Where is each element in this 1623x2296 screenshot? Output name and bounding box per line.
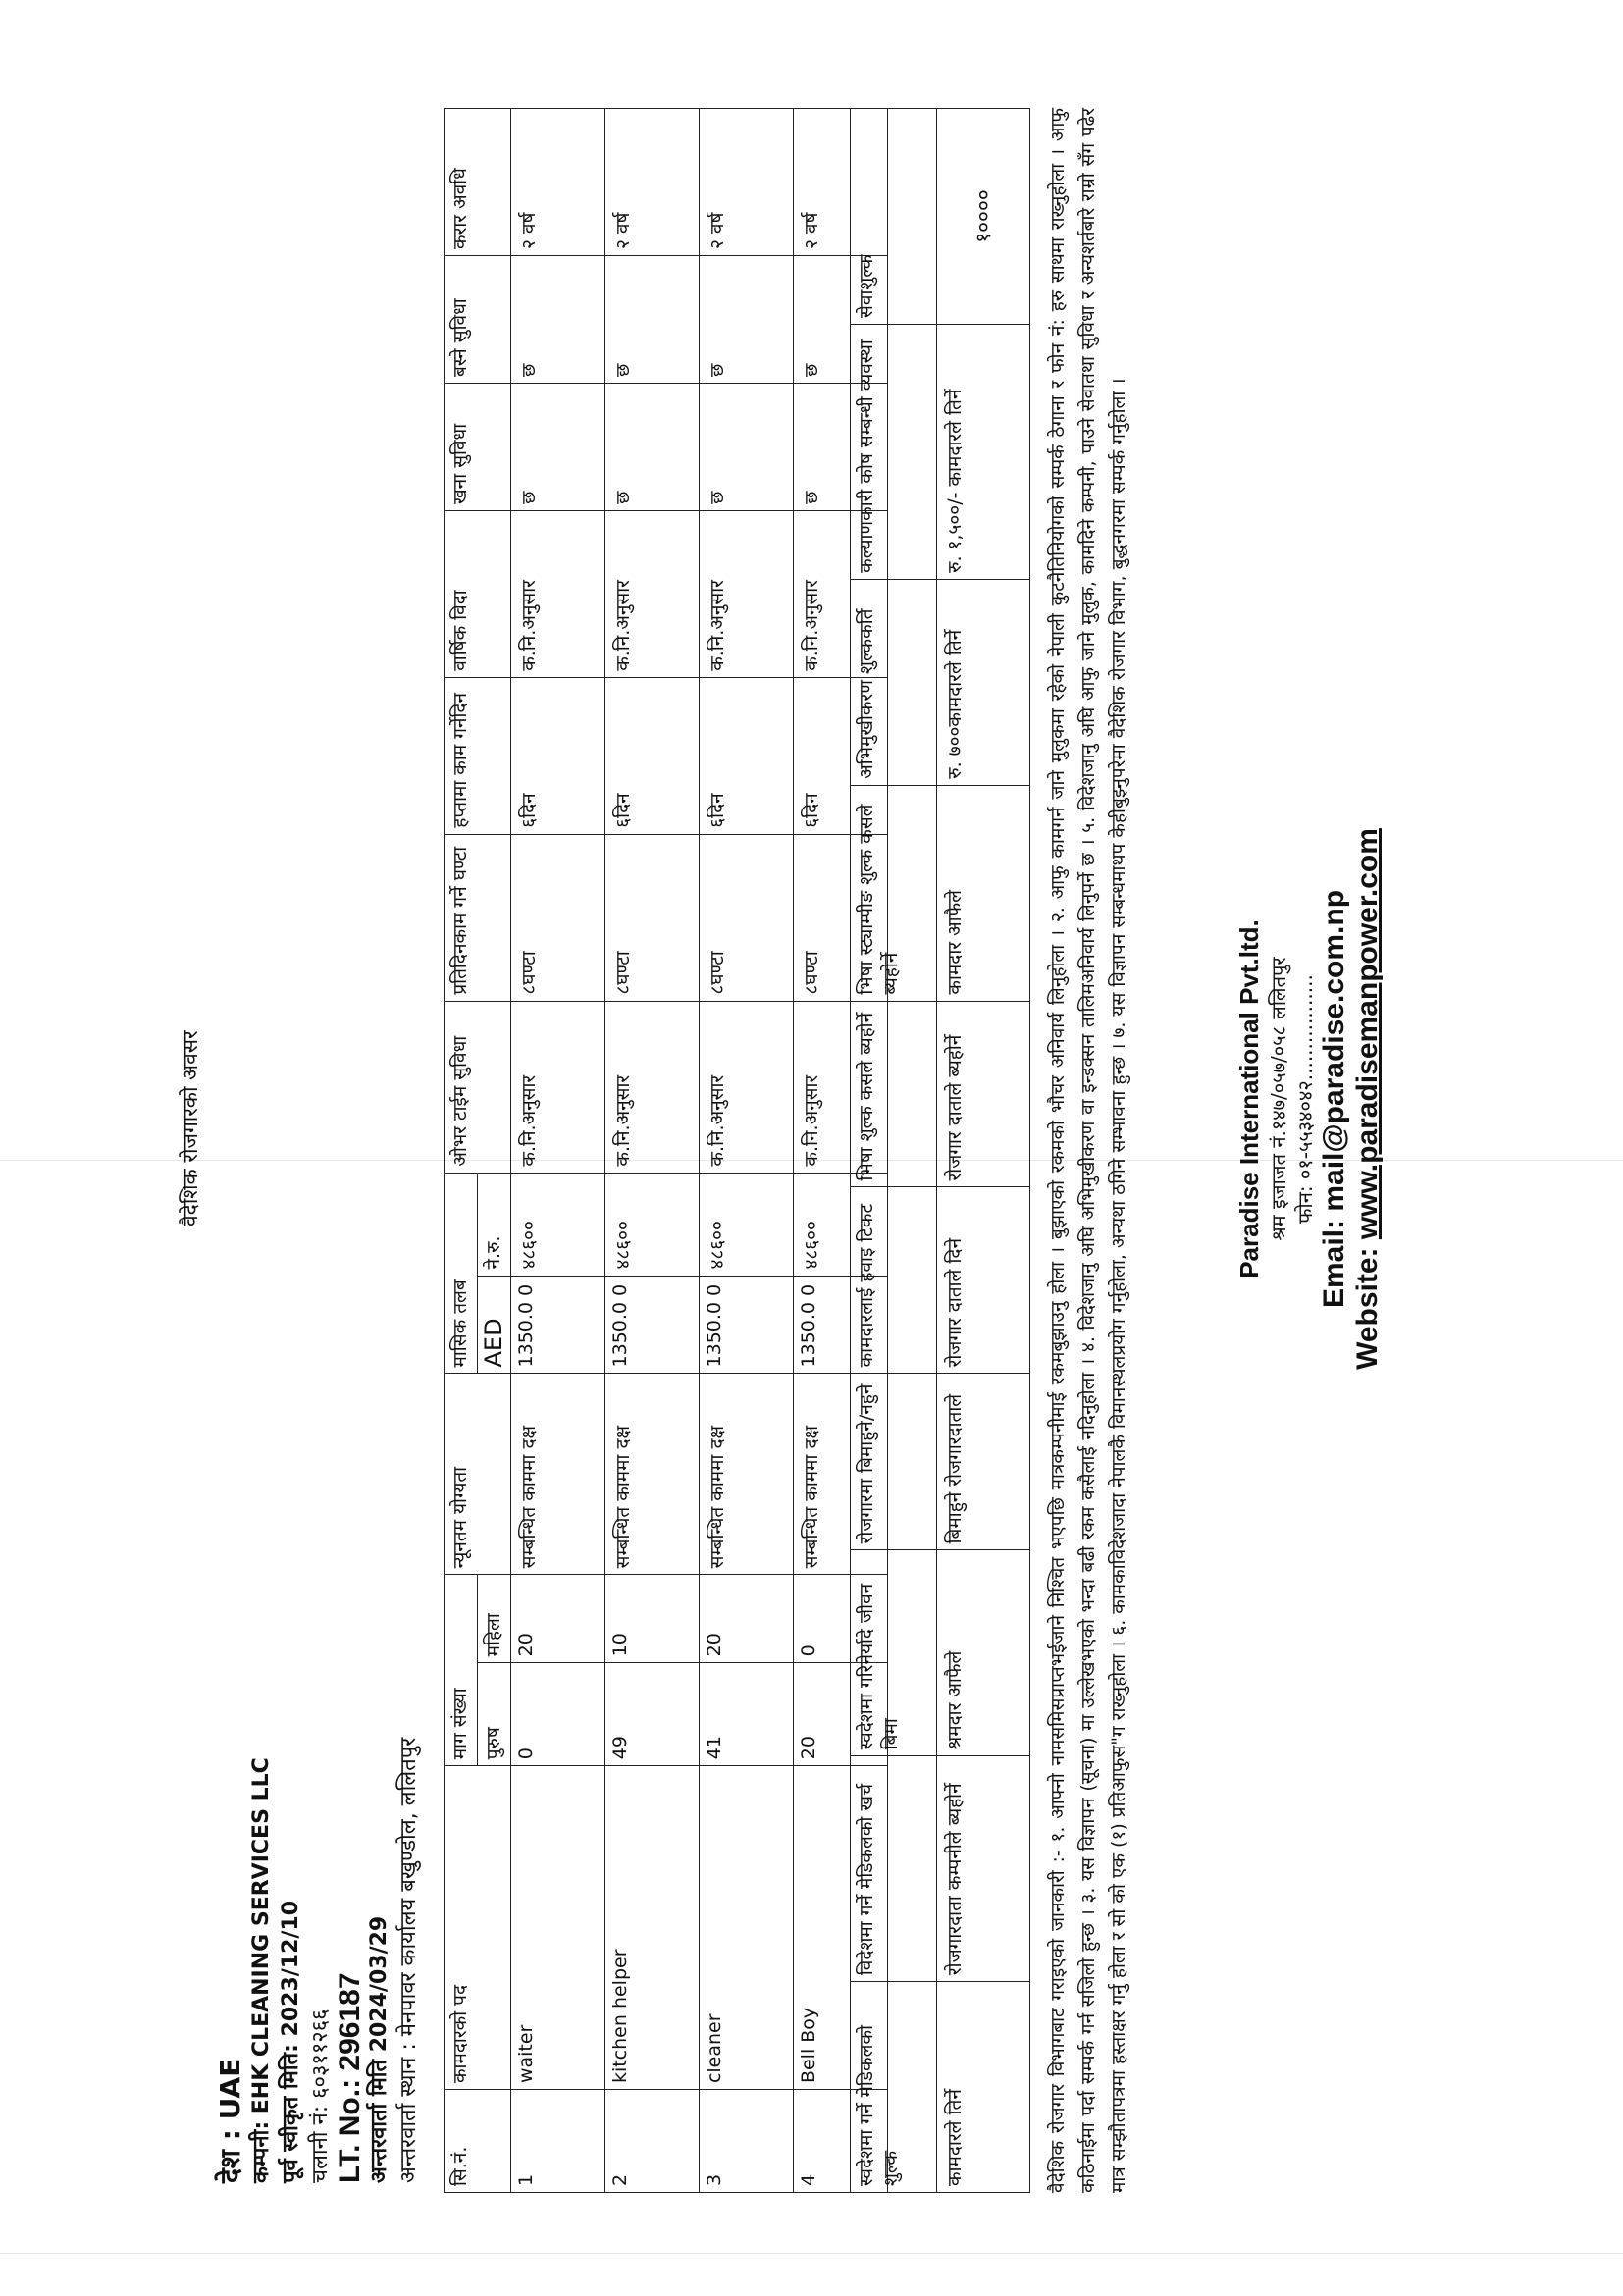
cell-position: Bell Boy [794,1766,888,2090]
rotated-document-page [0,39,1623,2296]
company-email: Email: mail@paradise.com.np [1318,889,1350,1309]
table-row [511,109,605,2193]
cell-accommodation: छ [511,256,605,384]
cost-header-visa-fee: भिषा शुल्क कसले ब्यहोर्ने [851,1001,937,1187]
cell-accommodation: छ [605,256,700,384]
cell-position: kitchen helper [605,1766,700,2090]
cell-aed: 1350.0 0 [605,1276,700,1374]
job-details-table [444,108,888,2193]
document-title: वैदेशिक रोजगारको अवसर [179,1030,202,1226]
cost-details-table [850,108,1030,2193]
col-daily-hours: प्रतिदिनकाम गर्ने घण्टा [445,834,511,1001]
cell-npr: ४८६०० [605,1173,700,1276]
company-name: Paradise International Pvt.ltd. [1234,919,1264,1278]
cell-npr: ४८६०० [794,1173,888,1276]
cell-overtime: क.नि.अनुसार [794,1001,888,1173]
cell-days: ६दिन [794,677,888,834]
col-aed: AED [478,1276,511,1374]
cost-value-row [937,109,1030,2193]
cell-aed: 1350.0 0 [511,1276,605,1374]
cell-female: 20 [700,1575,794,1663]
cost-header-foreign-medical: विदेशमा गर्ने मेडिकलको खर्च [851,1756,937,1982]
cost-header-welfare-fund: कल्याणकारी कोष सम्बन्धी व्यवस्था [851,324,937,579]
cost-header-visa-stamping: भिषा स्ट्याम्पीङ शुल्क कसले ब्यहोर्ने [851,785,937,1001]
cell-npr: ४८६०० [511,1173,605,1276]
interview-place: अन्तरवार्ता स्थान : मेनपावर कार्यालय बखुण्डोल, ललितपुर [396,1737,421,2183]
cell-contract: २ वर्ष [605,109,700,256]
cell-days: ६दिन [511,677,605,834]
cell-leave: क.नि.अनुसार [794,510,888,677]
cell-male: 20 [794,1663,888,1766]
col-food: खना सुविधा [445,383,511,510]
col-male: पुरुष [478,1663,511,1766]
company-line: कम्पनी: EHK CLEANING SERVICES LLC [249,1757,274,2183]
cell-hours: ८घण्टा [511,834,605,1001]
cell-sn: 4 [794,2090,888,2193]
cell-position: waiter [511,1766,605,2090]
cell-female: 0 [794,1575,888,1663]
col-qualification: न्यूनतम योग्यता [445,1374,511,1575]
col-npr: ने.रु. [478,1173,511,1276]
cost-value-home-medical: कामदारले तिर्ने [937,1982,1030,2193]
cell-hours: ८घण्टा [700,834,794,1001]
cell-qualification: सम्बन्धित काममा दक्ष [511,1374,605,1575]
cell-qualification: सम्बन्धित काममा दक्ष [794,1374,888,1575]
cost-header-row [851,109,937,2193]
cost-value-welfare-fund: रु. १,५००/- कामदारले तिर्ने [937,324,1030,579]
cell-position: cleaner [700,1766,794,2090]
cell-female: 10 [605,1575,700,1663]
cell-sn: 2 [605,2090,700,2193]
col-salary: मासिक तलब [445,1173,478,1374]
cell-leave: क.नि.अनुसार [700,510,794,677]
table-row [700,109,794,2193]
company-contact-block [1234,726,1385,1472]
license-number: श्रम इजाजत नं.१४७/०५७/०५८ ललितपुर [1267,957,1290,1241]
interview-date: अन्तरवार्ता मिति 2024/03/29 [367,1915,392,2183]
cell-contract: २ वर्ष [511,109,605,256]
cost-value-visa-fee: रोजगार दाताले ब्यहोर्ने [937,1001,1030,1187]
cell-overtime: क.नि.अनुसार [511,1001,605,1173]
lt-number: LT. No.: 296187 [334,1972,366,2183]
pre-approval-date: पूर्व स्वीकृत मिति: 2023/12/10 [279,1900,303,2183]
cell-male: 41 [700,1663,794,1766]
cost-header-home-medical: स्वदेशमा गर्ने मेडिकलको शुल्क [851,1982,937,2193]
cell-days: ६दिन [605,677,700,834]
cost-value-visa-stamping: कामदार आफैले [937,785,1030,1001]
cell-contract: २ वर्ष [700,109,794,256]
col-overtime: ओभर टाईम सुविधा [445,1001,511,1173]
cell-qualification: सम्बन्धित काममा दक्ष [700,1374,794,1575]
company-website [1351,726,1385,1472]
cost-header-orientation-fee: अभिमुखीकरण शुल्ककर्ति [851,579,937,785]
cell-qualification: सम्बन्धित काममा दक्ष [605,1374,700,1575]
cell-food: छ [511,383,605,510]
department-notes: वैदेशिक रोजगार विभागबाट गराइएको जानकारी :- १. आफ्नो नामसमिसप्राप्तभईजाने निश्चित भएपछि मात्रकम्पनीमाई रकमबुझाउनु होला । बुझाएको रकमको भौचर अनिवार्य लिनुहोला । २. आफु कामगर्न जाने मुलुकमा रहेको नेपाली कुटनैतिनियोगको सम्पर्क ठेगाना र फोन नं: हरु साथमा राख्नुहोला । आफु कठिनाईमा पर्दा सम्पर्क गर्न सजिलो हुन्छ । ३. यस विज्ञापन (सूचना) मा उल्लेखभएको भन्दा बढी रकम कसैलाई नदिनुहोला । ४. विदेशजानु अघि अभिमुखीकरण वा इन्डक्सन तालिमअनिवार्य लिनुपर्ने छ । ५. विदेशजानु अघि आफु जाने मुलुक, कामदिने कम्पनी, पाउने सेवातथा सुविधा र अन्यशर्तबारे राम्रो सँग पढेर मात्र सम्झौतापत्रमा हस्ताक्षर गर्नु होला र सो को एक (१) प्रतिआफुस"ग राख्नुहोला । ६. कामकाविदेशजादा नेपालकै विमानस्थलप्रयोग गर्नुहोला, अन्यथा ठगिने सम्भावना हुन्छ । ७. यस विज्ञापन सम्बन्धमाथप केहीबुझ्नुपरेमा वैदेशिक रोजगार विभाग, बुद्धनगरमा सम्पर्क गर्नुहोला । [1047,108,1129,2193]
website-label: Website: [1351,1239,1384,1370]
cell-sn: 3 [700,2090,794,2193]
cell-npr: ४८६०० [700,1173,794,1276]
cell-male: 0 [511,1663,605,1766]
table-header-row [445,109,478,2193]
cost-value-service-fee: १०००० [937,109,1030,325]
cell-hours: ८घण्टा [794,834,888,1001]
cost-value-air-ticket: रोजगार दाताले दिने [937,1187,1030,1374]
cell-overtime: क.नि.अनुसार [605,1001,700,1173]
dispatch-number: चलानी नं: ६०३११२६६ [308,2009,333,2183]
cost-header-employment-insurance: रोजगारमा बिमाहुने/नहुने [851,1374,937,1550]
cell-leave: क.नि.अनुसार [605,510,700,677]
cell-days: ६दिन [700,677,794,834]
col-position: कामदारको पद [445,1766,511,2090]
col-demand: माग संख्या [445,1575,478,1766]
cell-food: छ [794,383,888,510]
cell-accommodation: छ [700,256,794,384]
cell-aed: 1350.0 0 [700,1276,794,1374]
cell-food: छ [605,383,700,510]
col-accommodation: बस्ने सुविधा [445,256,511,384]
cell-aed: 1350.0 0 [794,1276,888,1374]
cell-contract: २ वर्ष [794,109,888,256]
cell-female: 20 [511,1575,605,1663]
cost-value-orientation-fee: रु. ७००कामदारले तिर्ने [937,579,1030,785]
website-link[interactable]: www.paradisemanpower.com [1351,828,1384,1240]
col-annual-leave: वार्षिक विदा [445,510,511,677]
cell-hours: ८घण्टा [605,834,700,1001]
cost-value-life-insurance: श्रमदार आफैले [937,1550,1030,1756]
cell-leave: क.नि.अनुसार [511,510,605,677]
cost-header-air-ticket: कामदारलाई हवाइ टिकट [851,1187,937,1374]
cost-value-foreign-medical: रोजगारदाता कम्पनीले ब्यहोर्ने [937,1756,1030,1982]
col-serial: सि.नं. [445,2090,511,2193]
cell-sn: 1 [511,2090,605,2193]
table-row [605,109,700,2193]
col-weekly-days: हप्तामा काम गर्नेदिन [445,677,511,834]
col-female: महिला [478,1575,511,1663]
cell-male: 49 [605,1663,700,1766]
col-contract: करार अवधि [445,109,511,256]
cost-value-employment-insurance: बिमाहुने रोजगारदाताले [937,1374,1030,1550]
cost-header-service-fee: सेवाशुल्क [851,109,937,325]
phone-number: फोन: ०१-५५३४०४२................. [1293,974,1317,1224]
document-header [214,1738,424,2183]
cell-accommodation: छ [794,256,888,384]
country-line: देश : UAE [214,2058,246,2183]
cost-header-life-insurance: स्वदेशमा गरिनेर्यादे जीवन बिमा [851,1550,937,1756]
cell-overtime: क.नि.अनुसार [700,1001,794,1173]
cell-food: छ [700,383,794,510]
